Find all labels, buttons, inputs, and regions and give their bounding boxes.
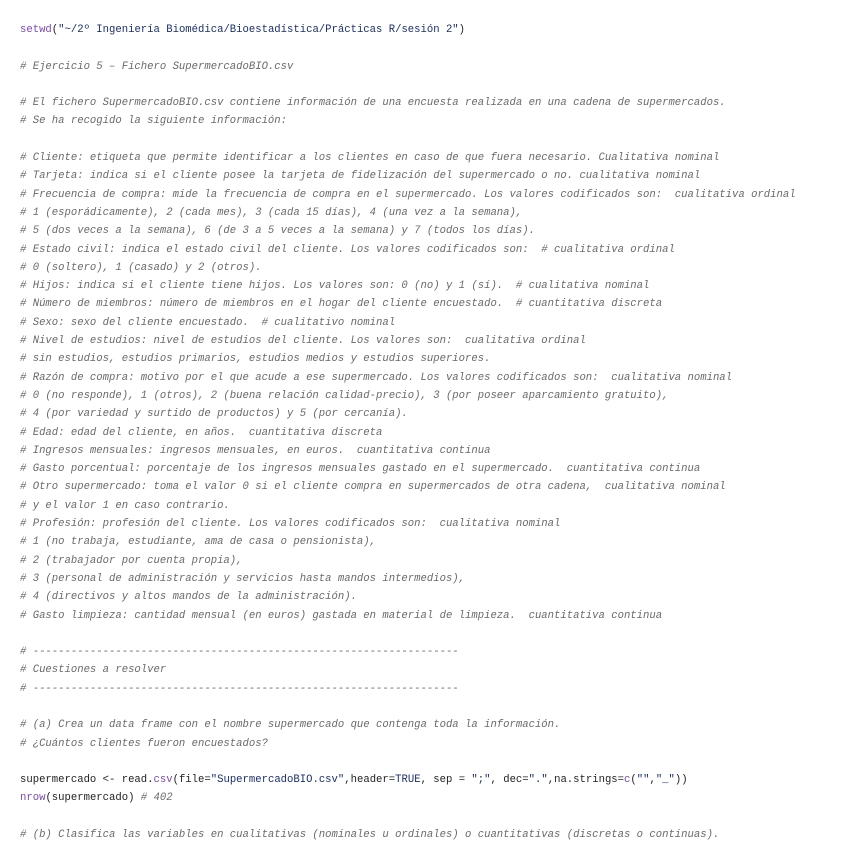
comment-token: # Cliente: etiqueta que permite identificar a los clientes en caso de que fuera necesario. Cualitativa nominal: [20, 152, 720, 165]
code-line: [20, 369, 844, 387]
code-token: supermercado <- read.: [20, 774, 154, 787]
code-line: [20, 94, 844, 112]
code-token: (: [630, 774, 637, 787]
comment-token: # Tarjeta: indica si el cliente posee la tarjeta de fidelización del supermercado o no. cualitativa nominal: [20, 170, 701, 183]
code-line: [20, 460, 844, 478]
comment-token: # (b) Clasifica las variables en cualitativas (nominales u ordinales) o cuantitativas (discretas o continuas).: [20, 829, 720, 842]
code-line: [20, 607, 844, 625]
code-line: [20, 552, 844, 570]
code-line: [20, 424, 844, 442]
blank-line: [20, 39, 844, 57]
code-line: [20, 186, 844, 204]
string-token: "SupermercadoBIO.csv": [210, 774, 345, 787]
code-line: [20, 515, 844, 533]
comment-token: # Número de miembros: número de miembros en el hogar del cliente encuestado. # cuantitativa discreta: [20, 298, 663, 311]
comment-token: # (a) Crea un data frame con el nombre supermercado que contenga toda la información.: [20, 719, 561, 732]
blank-line: [20, 808, 844, 826]
code-token: , sep =: [420, 774, 472, 787]
comment-token: # 1 (no trabaja, estudiante, ama de casa o pensionista),: [20, 536, 377, 549]
code-token: ): [458, 24, 466, 36]
code-token: (file=: [172, 774, 211, 787]
comment-token: # sin estudios, estudios primarios, estudios medios y estudios superiores.: [20, 353, 491, 366]
code-token: ,: [649, 774, 656, 787]
code-line: [20, 478, 844, 496]
code-token: ,na.strings=: [547, 774, 625, 787]
comment-token: # Gasto porcentual: porcentaje de los ingresos mensuales gastado en el supermercado. cuantitativa continua: [20, 463, 701, 476]
string-token: ";": [471, 774, 491, 787]
function-token: csv: [153, 774, 173, 787]
code-line: [20, 497, 844, 515]
blank-line: [20, 76, 844, 94]
code-line: [20, 149, 844, 167]
code-line: [20, 789, 844, 807]
blank-line: [20, 625, 844, 643]
code-line: [20, 204, 844, 222]
comment-token: # 4 (por variedad y surtido de productos) y 5 (por cercanía).: [20, 408, 408, 421]
comment-token: # 0 (soltero), 1 (casado) y 2 (otros).: [20, 261, 262, 274]
comment-token: # El fichero SupermercadoBIO.csv contiene información de una encuesta realizada en una cadena de supermercados.: [20, 97, 726, 110]
comment-token: # Gasto limpieza: cantidad mensual (en euros) gastada en material de limpieza. cuantitativa continua: [20, 609, 663, 622]
comment-token: # 1 (esporádicamente), 2 (cada mes), 3 (cada 15 días), 4 (una vez a la semana),: [20, 206, 523, 219]
code-line: [20, 167, 844, 185]
comment-token: # Se ha recogido la siguiente información:: [20, 115, 288, 128]
comment-token: # 0 (no responde), 1 (otros), 2 (buena relación calidad-precio), 3 (por poseer aparcamiento gratuito),: [20, 389, 669, 402]
code-line: [20, 680, 844, 698]
comment-token: # Frecuencia de compra: mide la frecuencia de compra en el supermercado. Los valores codificados son: cualitativa ordinal: [20, 188, 796, 201]
comment-token: # Ejercicio 5 – Fichero SupermercadoBIO.csv: [20, 60, 294, 73]
function-token: setwd: [20, 24, 52, 36]
code-line: [20, 332, 844, 350]
comment-token: # -------------------------------------------------------------------: [20, 646, 459, 659]
code-line: [20, 588, 844, 606]
code-line: [20, 21, 844, 39]
code-line: [20, 222, 844, 240]
code-line: [20, 295, 844, 313]
comment-token: # Sexo: sexo del cliente encuestado. # cualitativo nominal: [20, 316, 396, 329]
code-editor[interactable]: [20, 21, 844, 844]
code-line: [20, 735, 844, 753]
code-line: [20, 112, 844, 130]
string-token: "~/2º Ingeniería Biomédica/Bioestadística/Prácticas R/sesión 2": [58, 24, 459, 36]
comment-token: # Estado civil: indica el estado civil del cliente. Los valores codificados son: # cualitativa ordinal: [20, 243, 675, 256]
code-line: [20, 716, 844, 734]
code-line: [20, 661, 844, 679]
blank-line: [20, 753, 844, 771]
comment-token: # Nivel de estudios: nivel de estudios del cliente. Los valores son: cualitativa ordinal: [20, 335, 586, 348]
code-line: [20, 643, 844, 661]
comment-token: # Razón de compra: motivo por el que acude a ese supermercado. Los valores codificados son: cualitativa nominal: [20, 371, 733, 384]
code-line: [20, 771, 844, 789]
comment-token: # -------------------------------------------------------------------: [20, 682, 459, 695]
comment-token: # 5 (dos veces a la semana), 6 (de 3 a 5 veces a la semana) y 7 (todos los días).: [20, 225, 535, 238]
code-line: [20, 442, 844, 460]
code-token: , dec=: [490, 774, 529, 787]
code-line: [20, 314, 844, 332]
code-line: [20, 533, 844, 551]
function-token: nrow: [20, 792, 46, 805]
string-token: ".": [528, 774, 548, 787]
code-line: [20, 277, 844, 295]
comment-token: # Ingresos mensuales: ingresos mensuales, en euros. cuantitativa continua: [20, 444, 491, 457]
code-line: [20, 405, 844, 423]
constant-token: TRUE: [395, 774, 421, 787]
code-line: [20, 350, 844, 368]
code-token: (supermercado): [45, 792, 141, 805]
string-token: "_": [655, 774, 675, 787]
comment-token: # ¿Cuántos clientes fueron encuestados?: [20, 737, 268, 750]
code-token: ,header=: [344, 774, 396, 787]
comment-token: # Otro supermercado: toma el valor 0 si el cliente compra en supermercados de otra cadena, cualitativa nominal: [20, 481, 726, 494]
code-line: [20, 570, 844, 588]
blank-line: [20, 698, 844, 716]
code-token: (: [51, 24, 59, 36]
comment-token: # y el valor 1 en caso contrario.: [20, 499, 230, 512]
comment-token: # 4 (directivos y altos mandos de la administración).: [20, 591, 357, 604]
code-line: [20, 259, 844, 277]
code-line: [20, 241, 844, 259]
comment-token: # 3 (personal de administración y servicios hasta mandos intermedios),: [20, 572, 466, 585]
code-token: )): [674, 774, 688, 787]
comment-token: # Cuestiones a resolver: [20, 664, 167, 677]
blank-line: [20, 131, 844, 149]
comment-token: # Edad: edad del cliente, en años. cuantitativa discreta: [20, 426, 383, 439]
comment-token: # 402: [140, 792, 173, 805]
code-line: [20, 58, 844, 76]
comment-token: # Profesión: profesión del cliente. Los valores codificados son: cualitativa nominal: [20, 518, 561, 531]
function-token: c: [624, 774, 631, 787]
string-token: "": [636, 774, 650, 787]
comment-token: # Hijos: indica si el cliente tiene hijos. Los valores son: 0 (no) y 1 (sí). # cualitativa nominal: [20, 280, 650, 293]
code-line: [20, 826, 844, 844]
code-line: [20, 387, 844, 405]
comment-token: # 2 (trabajador por cuenta propia),: [20, 554, 243, 567]
